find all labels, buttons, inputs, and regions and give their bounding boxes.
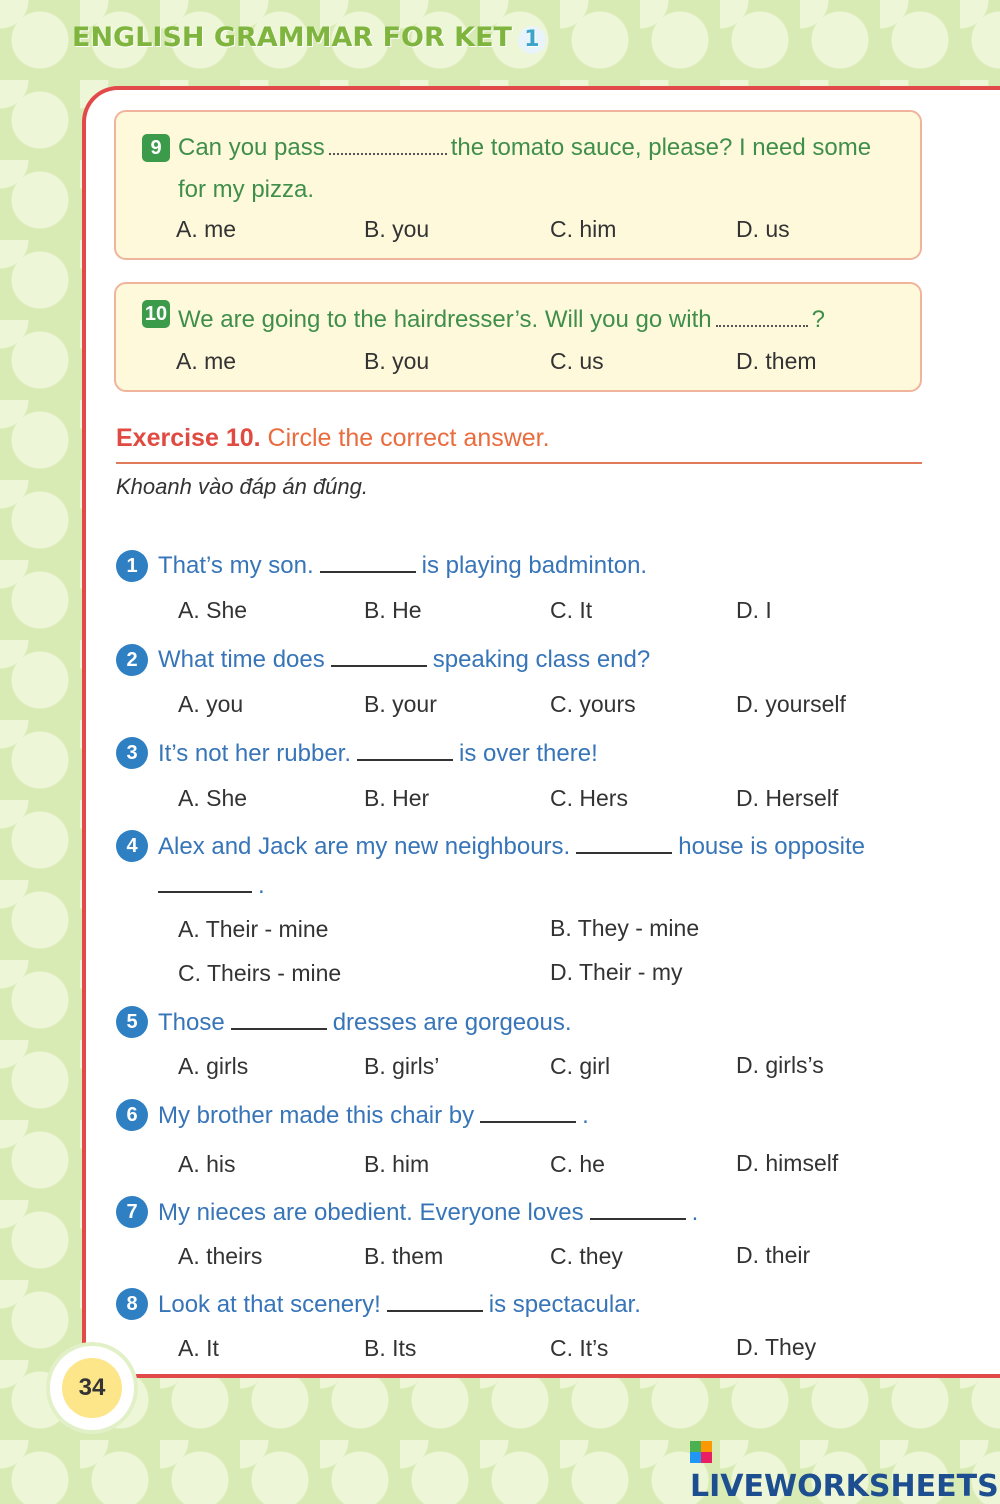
exercise-number: Exercise 10. bbox=[116, 424, 261, 452]
option-c[interactable]: C. him bbox=[550, 216, 617, 242]
answer-blank[interactable] bbox=[231, 1028, 327, 1030]
q2-option-d[interactable]: D. yourself bbox=[736, 691, 846, 717]
book-title bbox=[72, 22, 546, 54]
answer-blank[interactable] bbox=[357, 759, 453, 761]
q3-option-b[interactable]: B. Her bbox=[364, 785, 430, 811]
question-box-9 bbox=[114, 110, 922, 260]
answer-blank[interactable] bbox=[331, 665, 427, 667]
question-number-circle: 8 bbox=[116, 1288, 148, 1320]
question-1-text: That’s my son. is playing badminton. bbox=[158, 552, 648, 579]
q3-option-d[interactable]: D. Herself bbox=[736, 785, 839, 811]
q6-option-c[interactable]: C. he bbox=[550, 1151, 605, 1177]
answer-blank[interactable] bbox=[329, 153, 447, 155]
q5-option-b[interactable]: B. girls’ bbox=[364, 1053, 440, 1079]
question-box-10 bbox=[114, 282, 922, 392]
q7-option-a[interactable]: A. theirs bbox=[178, 1243, 263, 1269]
question-number-circle: 6 bbox=[116, 1099, 148, 1131]
answer-blank[interactable] bbox=[590, 1218, 686, 1220]
q1-option-b[interactable]: B. He bbox=[364, 597, 422, 623]
q7-option-c[interactable]: C. they bbox=[550, 1243, 623, 1269]
question-number-circle: 2 bbox=[116, 644, 148, 676]
q6-option-b[interactable]: B. him bbox=[364, 1151, 430, 1177]
question-number-circle: 3 bbox=[116, 737, 148, 769]
q5-option-c[interactable]: C. girl bbox=[550, 1053, 611, 1079]
question-number-badge: 10 bbox=[142, 300, 170, 328]
q3-option-c[interactable]: C. Hers bbox=[550, 785, 628, 811]
q2-option-a[interactable]: A. you bbox=[178, 691, 244, 717]
question-number-badge: 9 bbox=[142, 134, 170, 162]
book-title-text: ENGLISH GRAMMAR FOR KET bbox=[72, 22, 512, 53]
q3-option-a[interactable]: A. She bbox=[178, 785, 248, 811]
liveworksheets-logo-icon bbox=[690, 1441, 712, 1463]
book-volume-number: 1 bbox=[518, 26, 546, 54]
option-b[interactable]: B. you bbox=[364, 348, 430, 374]
question-7-text: My nieces are obedient. Everyone loves . bbox=[158, 1199, 699, 1226]
question-number-circle: 7 bbox=[116, 1196, 148, 1228]
watermark-text: LIVEWORKSHEETS bbox=[690, 1469, 999, 1504]
q8-option-b[interactable]: B. Its bbox=[364, 1335, 417, 1361]
answer-blank[interactable] bbox=[320, 571, 416, 573]
answer-blank-2[interactable] bbox=[158, 891, 252, 893]
question-number-circle: 5 bbox=[116, 1006, 148, 1038]
exercise-heading bbox=[116, 424, 550, 453]
q1-option-c[interactable]: C. It bbox=[550, 597, 593, 623]
q8-option-a[interactable]: A. It bbox=[178, 1335, 219, 1361]
answer-blank[interactable] bbox=[387, 1310, 483, 1312]
q8-option-d[interactable]: D. They bbox=[736, 1334, 817, 1360]
page-number-badge bbox=[50, 1346, 134, 1430]
q4-option-c[interactable]: C. Theirs - mine bbox=[178, 960, 342, 986]
q2-option-b[interactable]: B. your bbox=[364, 691, 437, 717]
question-2-text: What time does speaking class end? bbox=[158, 646, 651, 673]
exercise-subtitle: Khoanh vào đáp án đúng. bbox=[116, 474, 369, 499]
answer-blank-1[interactable] bbox=[576, 852, 672, 854]
q5-option-d[interactable]: D. girls’s bbox=[736, 1052, 824, 1078]
question-6-text: My brother made this chair by . bbox=[158, 1102, 589, 1129]
worksheet-panel bbox=[82, 86, 1000, 1378]
question-text-line2: for my pizza. bbox=[178, 176, 315, 203]
option-d[interactable]: D. us bbox=[736, 216, 790, 242]
question-5-text: Those dresses are gorgeous. bbox=[158, 1009, 572, 1036]
answer-blank[interactable] bbox=[716, 325, 808, 327]
answer-blank[interactable] bbox=[480, 1121, 576, 1123]
q1-option-a[interactable]: A. She bbox=[178, 597, 248, 623]
q7-option-d[interactable]: D. their bbox=[736, 1242, 811, 1268]
option-a[interactable]: A. me bbox=[176, 348, 237, 374]
option-b[interactable]: B. you bbox=[364, 216, 430, 242]
q8-option-c[interactable]: C. It’s bbox=[550, 1335, 609, 1361]
question-4-text-line2: . bbox=[158, 872, 265, 900]
question-3-text: It’s not her rubber. is over there! bbox=[158, 740, 598, 767]
q4-option-d[interactable]: D. Their - my bbox=[550, 959, 683, 985]
question-text-line1: Can you pass the tomato sauce, please? I need some bbox=[178, 134, 872, 161]
question-8-text: Look at that scenery! is spectacular. bbox=[158, 1291, 641, 1318]
q2-option-c[interactable]: C. yours bbox=[550, 691, 636, 717]
question-number-circle: 4 bbox=[116, 830, 148, 862]
question-number-circle: 1 bbox=[116, 550, 148, 582]
q4-option-b[interactable]: B. They - mine bbox=[550, 915, 700, 941]
exercise-instruction: Circle the correct answer. bbox=[267, 424, 550, 452]
option-a[interactable]: A. me bbox=[176, 216, 237, 242]
question-text-line1: We are going to the hairdresser’s. Will you go with ? bbox=[178, 306, 825, 333]
page-number: 34 bbox=[62, 1358, 122, 1418]
q6-option-d[interactable]: D. himself bbox=[736, 1150, 839, 1176]
option-d[interactable]: D. them bbox=[736, 348, 817, 374]
q7-option-b[interactable]: B. them bbox=[364, 1243, 444, 1269]
option-c[interactable]: C. us bbox=[550, 348, 604, 374]
q4-option-a[interactable]: A. Their - mine bbox=[178, 916, 329, 942]
q1-option-d[interactable]: D. I bbox=[736, 597, 772, 623]
watermark bbox=[690, 1434, 1000, 1504]
question-4-text: Alex and Jack are my new neighbours. house is opposite bbox=[158, 833, 866, 860]
q6-option-a[interactable]: A. his bbox=[178, 1151, 236, 1177]
q5-option-a[interactable]: A. girls bbox=[178, 1053, 249, 1079]
heading-divider bbox=[116, 462, 922, 464]
